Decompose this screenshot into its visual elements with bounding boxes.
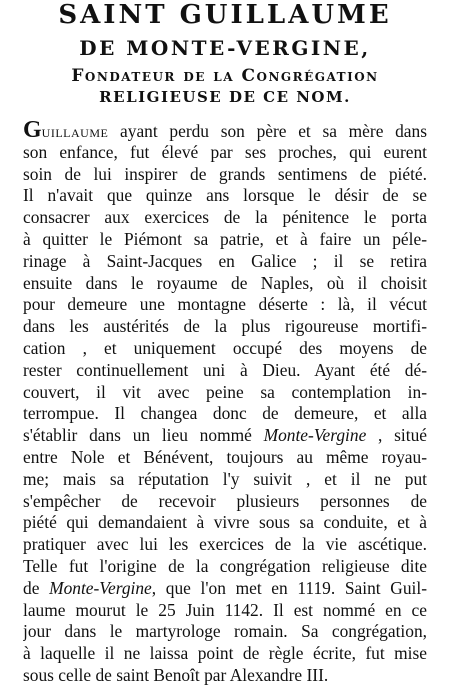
text-line-13: couvert, il vit avec peine sa contemplation in- bbox=[23, 381, 427, 402]
body-paragraph bbox=[23, 120, 427, 687]
place-name-italic: Monte-Vergine bbox=[263, 425, 367, 446]
text-line-5: consacrer aux exercices de la pénitence le porta bbox=[23, 207, 427, 228]
text-line-22: de Monte-Vergine, que l'on met en 1119. Saint Guil- bbox=[23, 577, 427, 598]
text-line-23: laume mourut le 25 Juin 1142. Il est nommé en ce bbox=[23, 599, 427, 620]
subtitle-line-1: Fondateur de la Congrégation bbox=[71, 66, 379, 86]
text-line-21: Telle fut l'origine de la congrégation religieuse dite bbox=[23, 555, 427, 576]
title-line-1: SAINT GUILLAUME bbox=[58, 0, 392, 30]
subtitle-line-2: RELIGIEUSE DE CE NOM. bbox=[99, 88, 351, 106]
first-word-rest: uillaume bbox=[41, 121, 109, 141]
text-line-17: me; mais sa réputation l'y suivit , et il ne put bbox=[23, 468, 427, 489]
place-name-italic: Monte-Vergine bbox=[49, 577, 152, 598]
text-line-10: dans les austérités de la plus rigoureuse mortifi- bbox=[23, 316, 427, 337]
text-line-3: soin de lui inspirer de grands sentimens de piété. bbox=[23, 163, 427, 184]
text-line-4: Il n'avait que quinze ans lorsque le désir de se bbox=[23, 185, 427, 206]
text-line-26: sous celle de saint Benoît par Alexandre III. bbox=[23, 664, 329, 685]
text-line-7: rinage à Saint-Jacques en Galice ; il se retira bbox=[23, 250, 427, 271]
text-line-2: son enfance, fut élevé par ses proches, qui eurent bbox=[23, 141, 427, 162]
drop-initial: G bbox=[23, 120, 42, 142]
text-line-6: à quitter le Piémont sa patrie, et à faire un péle- bbox=[23, 228, 427, 249]
text-line-15: s'établir dans un lieu nommé Monte-Vergine , situé bbox=[23, 425, 427, 446]
text-line-1: Guillaume ayant perdu son père et sa mère dans bbox=[23, 120, 427, 142]
text-line-9: pour demeure une montagne déserte : là, il vécut bbox=[23, 294, 427, 315]
text-line-8: ensuite dans le royaume de Naples, où il choisit bbox=[23, 272, 427, 293]
text-line-25: à laquelle il ne laissa point de règle écrite, fut mise bbox=[23, 643, 427, 664]
text-line-11: cation , et uniquement occupé des moyens de bbox=[23, 337, 427, 358]
text-line-16: entre Nole et Bénévent, toujours au même royau- bbox=[23, 446, 427, 467]
text-line-14: terrompue. Il changea donc de demeure, et alla bbox=[23, 403, 427, 424]
text-line-19: piété qui demandaient à vivre sous sa conduite, et à bbox=[23, 512, 427, 533]
text-line-12: rester continuellement uni à Dieu. Ayant été dé- bbox=[23, 359, 427, 380]
title-line-2: DE MONTE-VERGINE, bbox=[79, 36, 371, 60]
text-line-18: s'empêcher de recevoir plusieurs personnes de bbox=[23, 490, 427, 511]
text-line-20: pratiquer avec lui les exercices de la vie ascétique. bbox=[23, 534, 427, 555]
text-line-24: jour dans le martyrologe romain. Sa congrégation, bbox=[23, 621, 427, 642]
